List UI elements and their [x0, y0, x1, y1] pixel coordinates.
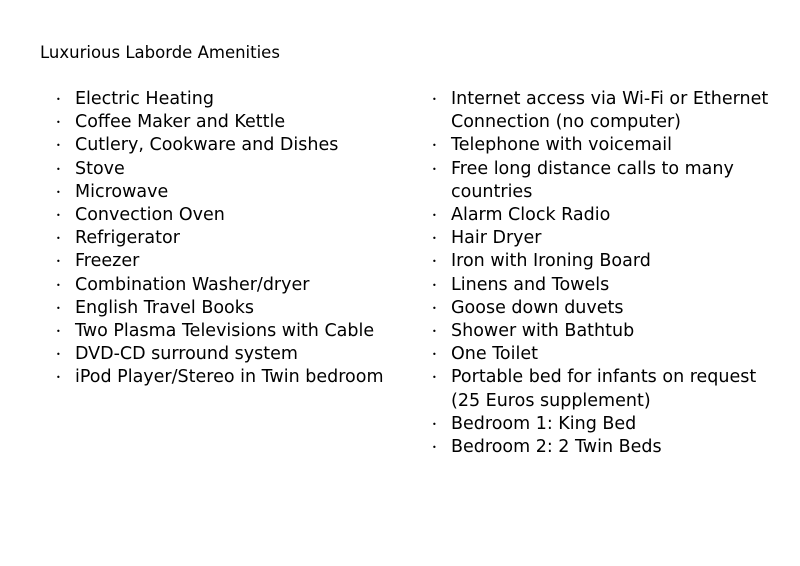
list-item-text: iPod Player/Stereo in Twin bedroom [75, 367, 384, 388]
list-item-text: Electric Heating [75, 89, 214, 109]
bullet-icon: • [432, 350, 437, 360]
list-item [56, 181, 396, 204]
list-item [432, 88, 772, 134]
bullet-icon: • [432, 234, 437, 244]
list-item [56, 158, 396, 181]
list-item [432, 274, 772, 297]
bullet-icon: • [432, 257, 437, 267]
list-item [432, 343, 772, 366]
list-item-text: Portable bed for infants on request (25 Euros supplement) [451, 367, 757, 411]
list-item [56, 366, 396, 389]
list-item [56, 204, 396, 227]
list-item [432, 204, 772, 227]
list-item-text: Linens and Towels [451, 274, 610, 295]
bullet-icon: • [432, 95, 437, 104]
amenities-list-right [432, 88, 772, 459]
list-item-text: Telephone with voicemail [451, 135, 672, 156]
list-item-text: Hair Dryer [451, 228, 542, 249]
bullet-icon: • [56, 280, 61, 290]
list-item-text: English Travel Books [75, 297, 255, 318]
list-item [432, 158, 772, 204]
list-item-text: DVD-CD surround system [75, 344, 298, 365]
bullet-icon: • [56, 187, 61, 197]
bullet-icon: • [56, 373, 61, 383]
list-item [56, 343, 396, 366]
bullet-icon: • [56, 234, 61, 244]
list-item [56, 297, 396, 320]
bullet-icon: • [432, 327, 437, 337]
list-item-text: Goose down duvets [451, 297, 624, 318]
list-item [56, 227, 396, 250]
list-item-text: Bedroom 1: King Bed [451, 413, 637, 434]
bullet-icon: • [56, 327, 61, 337]
list-item-text: Convection Oven [75, 205, 225, 226]
list-item-text: Internet access via Wi-Fi or Ethernet Connection (no computer) [451, 89, 769, 133]
list-item [56, 88, 396, 111]
list-item [432, 227, 772, 250]
bullet-icon: • [56, 141, 61, 151]
list-item-text: Combination Washer/dryer [75, 274, 310, 295]
list-item [432, 250, 772, 273]
list-item-text: Two Plasma Televisions with Cable [75, 321, 375, 342]
list-item-text: Freezer [75, 251, 140, 272]
list-item-text: Microwave [75, 181, 169, 202]
list-item [56, 134, 396, 157]
bullet-icon: • [56, 95, 61, 104]
list-item [56, 320, 396, 343]
bullet-icon: • [432, 419, 437, 429]
bullet-icon: • [432, 141, 437, 151]
list-item-text: Bedroom 2: 2 Twin Beds [451, 437, 662, 458]
list-item-text: Alarm Clock Radio [451, 205, 611, 226]
list-item [56, 250, 396, 273]
list-item-text: One Toilet [451, 344, 538, 365]
list-item-text: Stove [75, 158, 125, 179]
bullet-icon: • [56, 164, 61, 174]
page-title: Luxurious Laborde Amenities [40, 43, 280, 62]
bullet-icon: • [56, 211, 61, 221]
bullet-icon: • [432, 373, 437, 383]
bullet-icon: • [432, 280, 437, 290]
bullet-icon: • [56, 303, 61, 313]
list-item-text: Iron with Ironing Board [451, 251, 651, 272]
bullet-icon: • [432, 443, 437, 453]
list-item [432, 436, 772, 459]
list-item [432, 297, 772, 320]
list-item [432, 366, 772, 412]
list-item-text: Free long distance calls to many countries [451, 158, 734, 202]
list-item-text: Coffee Maker and Kettle [75, 112, 286, 133]
bullet-icon: • [432, 303, 437, 313]
bullet-icon: • [56, 257, 61, 267]
list-item [56, 111, 396, 134]
bullet-icon: • [56, 350, 61, 360]
list-item-text: Cutlery, Cookware and Dishes [75, 135, 339, 156]
list-item [56, 274, 396, 297]
bullet-icon: • [432, 164, 437, 174]
bullet-icon: • [432, 211, 437, 221]
bullet-icon: • [56, 118, 61, 128]
list-item [432, 413, 772, 436]
list-item [432, 134, 772, 157]
amenities-list-left [56, 88, 396, 390]
list-item-text: Shower with Bathtub [451, 321, 635, 342]
list-item-text: Refrigerator [75, 228, 180, 249]
list-item [432, 320, 772, 343]
